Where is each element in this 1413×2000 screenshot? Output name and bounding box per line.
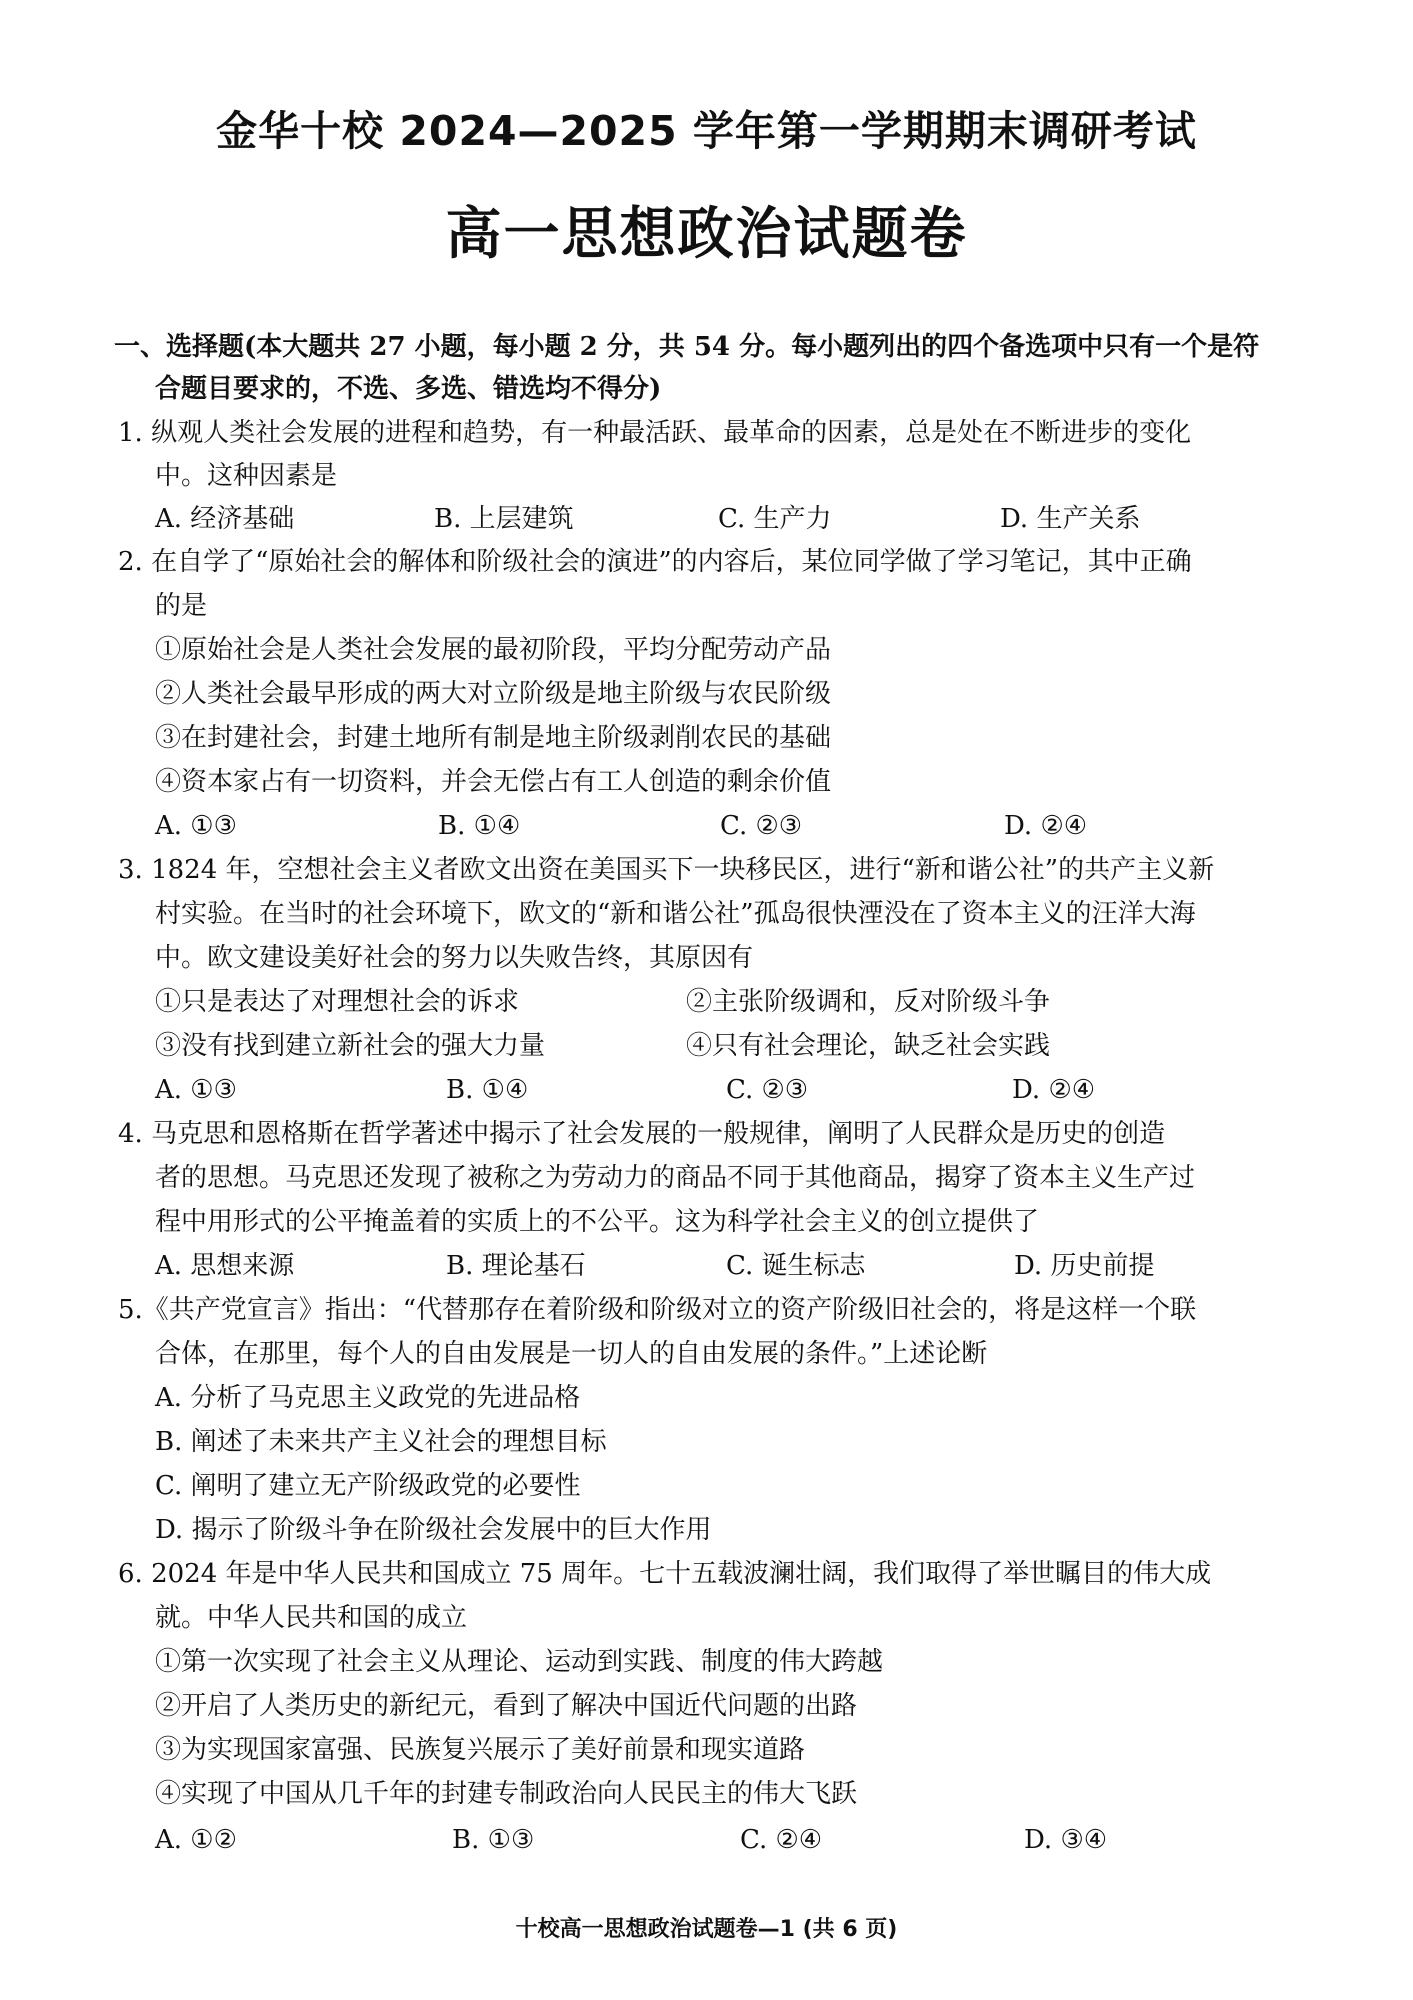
q1-option-c: C. 生产力 — [718, 504, 832, 534]
q6-item-4: ④实现了中国从几千年的封建专制政治向人民民主的伟大飞跃 — [155, 1779, 858, 1809]
q3-option-d: D. ②④ — [1012, 1075, 1096, 1105]
q6-option-b: B. ①③ — [452, 1825, 535, 1855]
q2-item-4: ④资本家占有一切资料，并会无偿占有工人创造的剩余价值 — [155, 767, 832, 797]
q6-option-a: A. ①② — [155, 1825, 237, 1855]
q6-stem-line2: 就。中华人民共和国的成立 — [155, 1603, 468, 1633]
q2-stem-line1: 2. 在自学了“原始社会的解体和阶级社会的演进”的内容后，某位同学做了学习笔记，其中正确 — [118, 547, 1192, 577]
q5-stem-line2: 合体，在那里，每个人的自由发展是一切人的自由发展的条件。”上述论断 — [155, 1339, 988, 1369]
q3-stem-line2: 村实验。在当时的社会环境下，欧文的“新和谐公社”孤岛很快湮没在了资本主义的汪洋大海 — [155, 899, 1196, 929]
q3-option-a: A. ①③ — [155, 1075, 237, 1105]
q5-option-b: B. 阐述了未来共产主义社会的理想目标 — [155, 1427, 607, 1457]
q3-item-2: ②主张阶级调和，反对阶级斗争 — [686, 987, 1051, 1017]
q4-option-d: D. 历史前提 — [1014, 1251, 1155, 1281]
q2-option-b: B. ①④ — [438, 811, 521, 841]
q3-item-3: ③没有找到建立新社会的强大力量 — [155, 1031, 546, 1061]
q6-stem-line1: 6. 2024 年是中华人民共和国成立 75 周年。七十五载波澜壮阔，我们取得了举世瞩目的伟大成 — [118, 1559, 1212, 1589]
q1-option-b: B. 上层建筑 — [434, 504, 574, 534]
q2-item-2: ②人类社会最早形成的两大对立阶级是地主阶级与农民阶级 — [155, 679, 832, 709]
q1-option-d: D. 生产关系 — [1000, 504, 1141, 534]
q3-item-4: ④只有社会理论，缺乏社会实践 — [686, 1031, 1051, 1061]
exam-subtitle: 高一思想政治试题卷 — [445, 202, 968, 267]
q2-option-a: A. ①③ — [155, 811, 237, 841]
q2-item-3: ③在封建社会，封建土地所有制是地主阶级剥削农民的基础 — [155, 723, 832, 753]
q5-stem-line1: 5.《共产党宣言》指出：“代替那存在着阶级和阶级对立的资产阶级旧社会的，将是这样一个联 — [118, 1295, 1197, 1325]
q4-option-b: B. 理论基石 — [446, 1251, 586, 1281]
q5-option-a: A. 分析了马克思主义政党的先进品格 — [155, 1383, 581, 1413]
q1-option-a: A. 经济基础 — [155, 504, 295, 534]
section-instruction-line2: 合题目要求的，不选、多选、错选均不得分) — [155, 374, 662, 404]
q5-option-d: D. 揭示了阶级斗争在阶级社会发展中的巨大作用 — [155, 1515, 712, 1545]
q6-option-c: C. ②④ — [740, 1825, 823, 1855]
q6-option-d: D. ③④ — [1024, 1825, 1108, 1855]
q4-stem-line1: 4. 马克思和恩格斯在哲学著述中揭示了社会发展的一般规律，阐明了人民群众是历史的创造 — [118, 1119, 1166, 1149]
q2-item-1: ①原始社会是人类社会发展的最初阶段，平均分配劳动产品 — [155, 635, 832, 665]
q3-stem-line1: 3. 1824 年，空想社会主义者欧文出资在美国买下一块移民区，进行“新和谐公社”的共产主义新 — [118, 855, 1215, 885]
q3-option-b: B. ①④ — [446, 1075, 529, 1105]
q3-item-1: ①只是表达了对理想社会的诉求 — [155, 987, 520, 1017]
q3-option-c: C. ②③ — [726, 1075, 809, 1105]
exam-title: 金华十校 2024—2025 学年第一学期期末调研考试 — [216, 107, 1197, 155]
q4-stem-line2: 者的思想。马克思还发现了被称之为劳动力的商品不同于其他商品，揭穿了资本主义生产过 — [155, 1163, 1196, 1193]
q4-stem-line3: 程中用形式的公平掩盖着的实质上的不公平。这为科学社会主义的创立提供了 — [155, 1207, 1040, 1237]
q6-item-2: ②开启了人类历史的新纪元，看到了解决中国近代问题的出路 — [155, 1691, 858, 1721]
q6-item-3: ③为实现国家富强、民族复兴展示了美好前景和现实道路 — [155, 1735, 806, 1765]
q1-stem-line1: 1. 纵观人类社会发展的进程和趋势，有一种最活跃、最革命的因素，总是处在不断进步的变化 — [118, 418, 1192, 448]
q2-option-c: C. ②③ — [720, 811, 803, 841]
q3-stem-line3: 中。欧文建设美好社会的努力以失败告终，其原因有 — [155, 943, 754, 973]
q2-stem-line2: 的是 — [155, 591, 208, 621]
q4-option-a: A. 思想来源 — [155, 1251, 295, 1281]
q2-option-d: D. ②④ — [1004, 811, 1088, 841]
q6-item-1: ①第一次实现了社会主义从理论、运动到实践、制度的伟大跨越 — [155, 1647, 884, 1677]
q1-stem-line2: 中。这种因素是 — [155, 461, 338, 491]
section-instruction-line1: 一、选择题(本大题共 27 小题，每小题 2 分，共 54 分。每小题列出的四个备选项中只有一个是符 — [114, 332, 1260, 362]
q4-option-c: C. 诞生标志 — [726, 1251, 866, 1281]
page-footer: 十校高一思想政治试题卷—1 (共 6 页) — [515, 1917, 898, 1942]
q5-option-c: C. 阐明了建立无产阶级政党的必要性 — [155, 1471, 581, 1501]
